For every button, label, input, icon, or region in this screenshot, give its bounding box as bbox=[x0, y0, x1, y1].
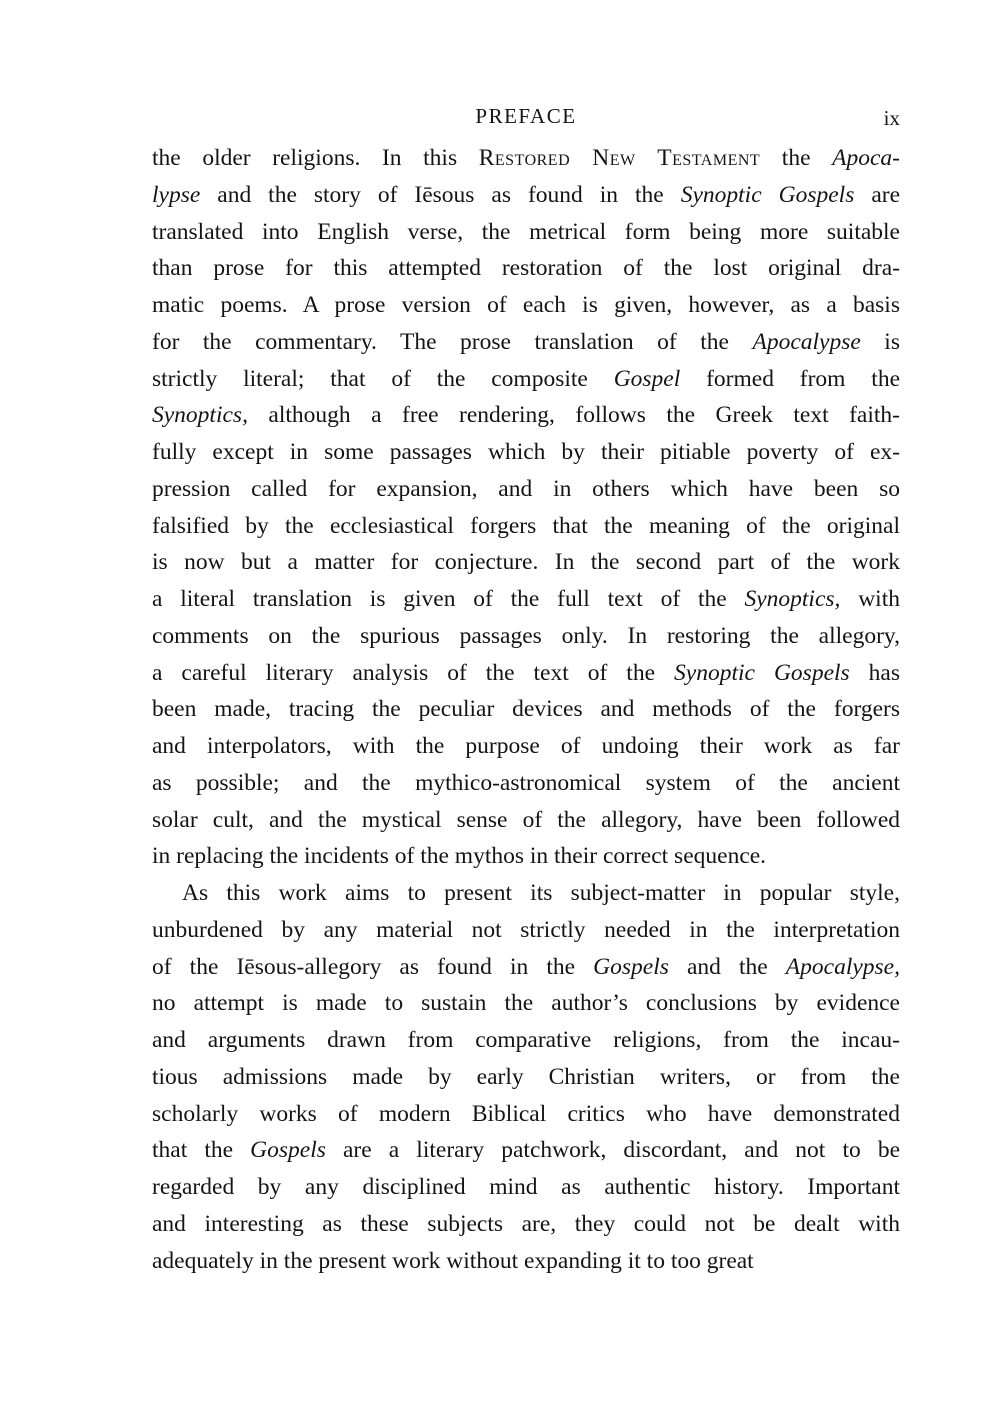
text-run: as possible; and the mythico-astronomical system of the ancient bbox=[152, 769, 900, 796]
text-line bbox=[152, 287, 900, 324]
text-run: for the commentary. The prose translation of the bbox=[152, 328, 753, 355]
text-line bbox=[152, 802, 900, 839]
text-line bbox=[152, 250, 900, 287]
text-line bbox=[152, 544, 900, 581]
text-run: regarded by any disciplined mind as authentic history. Important bbox=[152, 1174, 900, 1200]
text-line bbox=[152, 361, 900, 398]
running-header bbox=[152, 104, 900, 134]
italic-text: Apocalypse bbox=[752, 328, 861, 355]
text-run: solar cult, and the mystical sense of the allegory, have been followed bbox=[152, 806, 900, 833]
text-run: fully except in some passages which by their pitiable poverty of ex- bbox=[152, 439, 900, 465]
text-run: although a free rendering, follows the Greek text faith- bbox=[247, 402, 900, 429]
text-run: the bbox=[760, 145, 833, 171]
italic-text: Apocalypse, bbox=[785, 953, 900, 980]
text-run: and interesting as these subjects are, they could not be dealt with bbox=[152, 1210, 900, 1237]
text-line bbox=[152, 214, 900, 251]
text-run: of the Iēsous-allegory as found in the bbox=[152, 953, 594, 980]
text-run: is bbox=[860, 328, 900, 355]
text-line bbox=[152, 177, 900, 214]
paragraph bbox=[152, 140, 900, 875]
text-line bbox=[152, 1096, 900, 1133]
text-run: and the story of Iēsous as found in the bbox=[200, 181, 681, 208]
text-run: and arguments drawn from comparative religions, from the incau- bbox=[152, 1027, 900, 1053]
text-line bbox=[152, 397, 900, 434]
text-line bbox=[152, 1169, 900, 1206]
italic-text: Synoptic Gospels bbox=[674, 659, 850, 686]
text-run: than prose for this attempted restoration of the lost original dra- bbox=[152, 255, 900, 282]
italic-text: Synoptics, bbox=[152, 402, 248, 429]
text-run: no attempt is made to sustain the author’s conclusions by evidence bbox=[152, 990, 900, 1017]
text-run: is now but a matter for conjecture. In the second part of the work bbox=[152, 549, 900, 576]
text-line bbox=[152, 1206, 900, 1243]
italic-text: Synoptic Gospels bbox=[680, 181, 855, 208]
text-run: that the bbox=[152, 1137, 251, 1164]
italic-text: Gospels bbox=[250, 1137, 326, 1164]
italic-text: lypse bbox=[152, 181, 201, 208]
text-line bbox=[152, 581, 900, 618]
text-run: As this work aims to present its subject-matter in popular style, bbox=[182, 880, 900, 906]
text-run: comments on the spurious passages only. In restoring the allegory, bbox=[152, 622, 900, 649]
page-title: PREFACE bbox=[475, 104, 577, 128]
page-number: ix bbox=[883, 106, 900, 130]
text-run: falsified by the ecclesiastical forgers that the meaning of the original bbox=[152, 512, 900, 539]
text-line bbox=[152, 838, 900, 875]
text-line bbox=[152, 728, 900, 765]
text-run: adequately in the present work without expanding it to too great bbox=[152, 1247, 754, 1274]
text-run: unburdened by any material not strictly needed in the interpretation bbox=[152, 916, 900, 943]
text-run: a literal translation is given of the full text of the bbox=[152, 586, 745, 612]
text-run: are a literary patchwork, discordant, and not to be bbox=[325, 1137, 900, 1164]
text-run: a careful literary analysis of the text of the bbox=[152, 659, 675, 686]
text-line bbox=[152, 1243, 900, 1280]
text-run: strictly literal; that of the composite bbox=[152, 365, 614, 392]
text-run: in replacing the incidents of the mythos in their correct sequence. bbox=[152, 843, 767, 870]
text-line bbox=[152, 1132, 900, 1169]
italic-text: Gospel bbox=[613, 365, 681, 392]
text-line bbox=[152, 471, 900, 508]
text-run: scholarly works of modern Biblical critics who have demonstrated bbox=[152, 1100, 900, 1127]
text-line bbox=[152, 434, 900, 471]
text-line bbox=[152, 1022, 900, 1059]
text-run: has bbox=[849, 659, 900, 686]
text-run: formed from the bbox=[680, 365, 900, 392]
text-line bbox=[152, 655, 900, 692]
text-line bbox=[152, 691, 900, 728]
text-run: and interpolators, with the purpose of undoing their work as far bbox=[152, 733, 900, 759]
text-run: translated into English verse, the metrical form being more suitable bbox=[152, 218, 900, 245]
text-line bbox=[152, 765, 900, 802]
text-run: and the bbox=[668, 953, 786, 980]
body-text bbox=[152, 140, 900, 1279]
text-run: with bbox=[840, 586, 900, 612]
italic-text: Synoptics, bbox=[744, 586, 841, 612]
text-line bbox=[152, 618, 900, 655]
text-run: tious admissions made by early Christian writers, or from the bbox=[152, 1063, 900, 1090]
text-line bbox=[152, 985, 900, 1022]
text-run: the older religions. In this bbox=[152, 145, 479, 171]
text-line bbox=[152, 324, 900, 361]
small-caps-text: Restored New Testament bbox=[478, 145, 761, 171]
text-line bbox=[152, 140, 900, 177]
text-line bbox=[152, 949, 900, 986]
text-run: been made, tracing the peculiar devices and methods of the forgers bbox=[152, 696, 900, 723]
text-run: are bbox=[854, 181, 900, 208]
text-line bbox=[152, 912, 900, 949]
text-line bbox=[152, 1059, 900, 1096]
italic-text: Gospels bbox=[593, 953, 669, 980]
text-run: matic poems. A prose version of each is given, however, as a basis bbox=[152, 292, 900, 318]
text-line bbox=[152, 508, 900, 545]
paragraph bbox=[152, 875, 900, 1279]
text-line bbox=[152, 875, 900, 912]
italic-text: Apoca- bbox=[832, 145, 900, 171]
text-run: pression called for expansion, and in others which have been so bbox=[152, 475, 900, 502]
